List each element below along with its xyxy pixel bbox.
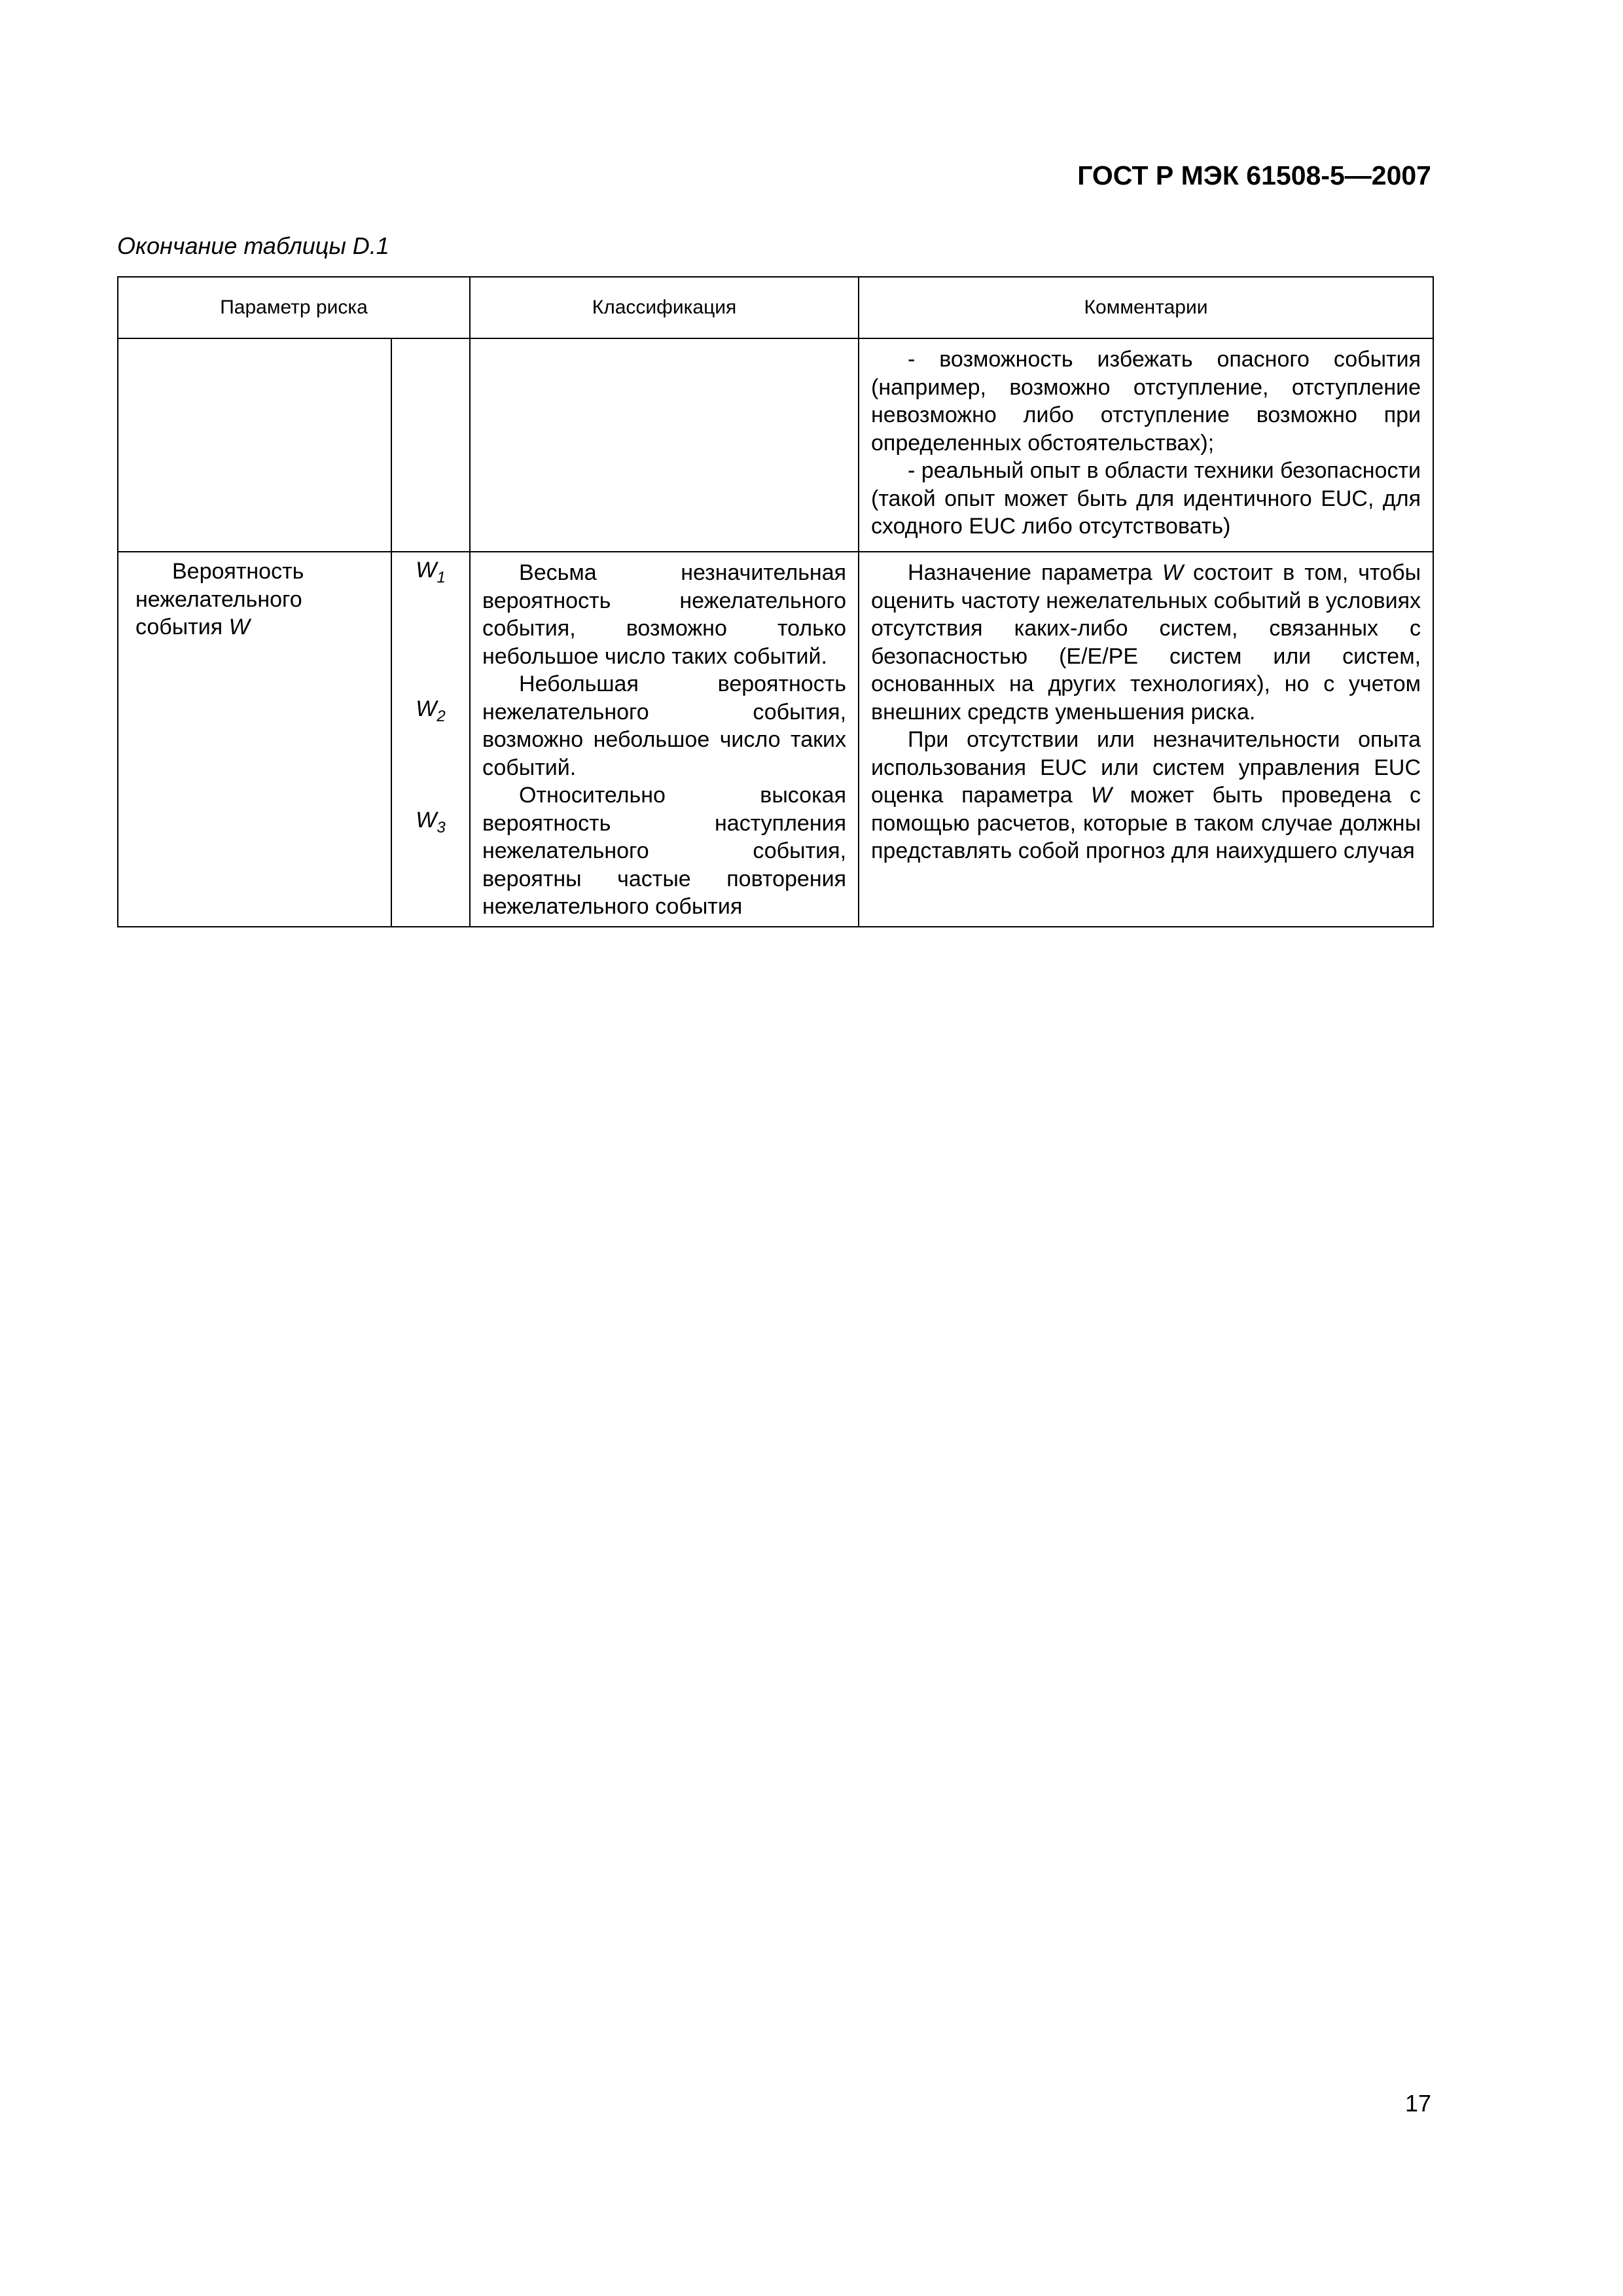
column-header-comments: Комментарии <box>859 277 1433 338</box>
empty-cell <box>470 338 859 552</box>
classification-cell <box>470 552 859 927</box>
empty-cell <box>391 338 470 552</box>
table-row <box>118 338 1433 552</box>
symbol-cell <box>391 552 470 927</box>
empty-cell <box>118 338 391 552</box>
symbol-w3: $W_3$ <box>416 808 446 836</box>
comment-paragraph: При отсутствии или незначительности опыта использования EUC или систем управления EUC оценка параметра W может быть проведена с помощью расчетов, которые в таком случае должны представлять собой прогноз для наихудшего случая <box>871 727 1421 863</box>
classification-w2: Небольшая вероятность нежелательного события, возможно небольшое число таких событий. <box>482 672 847 780</box>
document-header: ГОСТ Р МЭК 61508-5—2007 <box>1077 160 1431 190</box>
symbol-w1: $W_1$ <box>416 558 446 586</box>
page-number: 17 <box>1404 2090 1431 2117</box>
comment-paragraph: - возможность избежать опасного события (например, возможно отступление, отступление невозможно либо отступление возможно при определенных обстоятельствах); <box>871 347 1421 456</box>
symbol-w2: $W_2$ <box>416 696 446 725</box>
comments-cell <box>859 338 1433 552</box>
column-header-classification: Классификация <box>470 277 859 338</box>
table-caption: Окончание таблицы D.1 <box>117 232 389 259</box>
param-cell <box>118 552 391 927</box>
param-label: Вероятность нежелательного события W <box>135 559 304 639</box>
table-header-row <box>118 277 1433 338</box>
risk-parameter-table <box>117 276 1434 927</box>
comments-cell <box>859 552 1433 927</box>
param-variable: W <box>228 615 250 639</box>
table-row <box>118 552 1433 927</box>
comment-paragraph: Назначение параметра W состоит в том, чтобы оценить частоту нежелательных событий в условиях отсутствия каких-либо систем, связанных с безопасностью (Е/Е/РЕ систем или систем, основанных на других технологиях), но с учетом внешних средств уменьшения риска. <box>871 560 1421 725</box>
column-header-param: Параметр риска <box>118 277 470 338</box>
classification-w3: Относительно высокая вероятность наступления нежелательного события, вероятны частые повторения нежелательного события <box>482 783 847 919</box>
classification-w1: Весьма незначительная вероятность нежелательного события, возможно только небольшое число таких событий. <box>482 560 847 669</box>
comment-paragraph: - реальный опыт в области техники безопасности (такой опыт может быть для идентичного EUC, для сходного EUC либо отсутствовать) <box>871 458 1421 539</box>
